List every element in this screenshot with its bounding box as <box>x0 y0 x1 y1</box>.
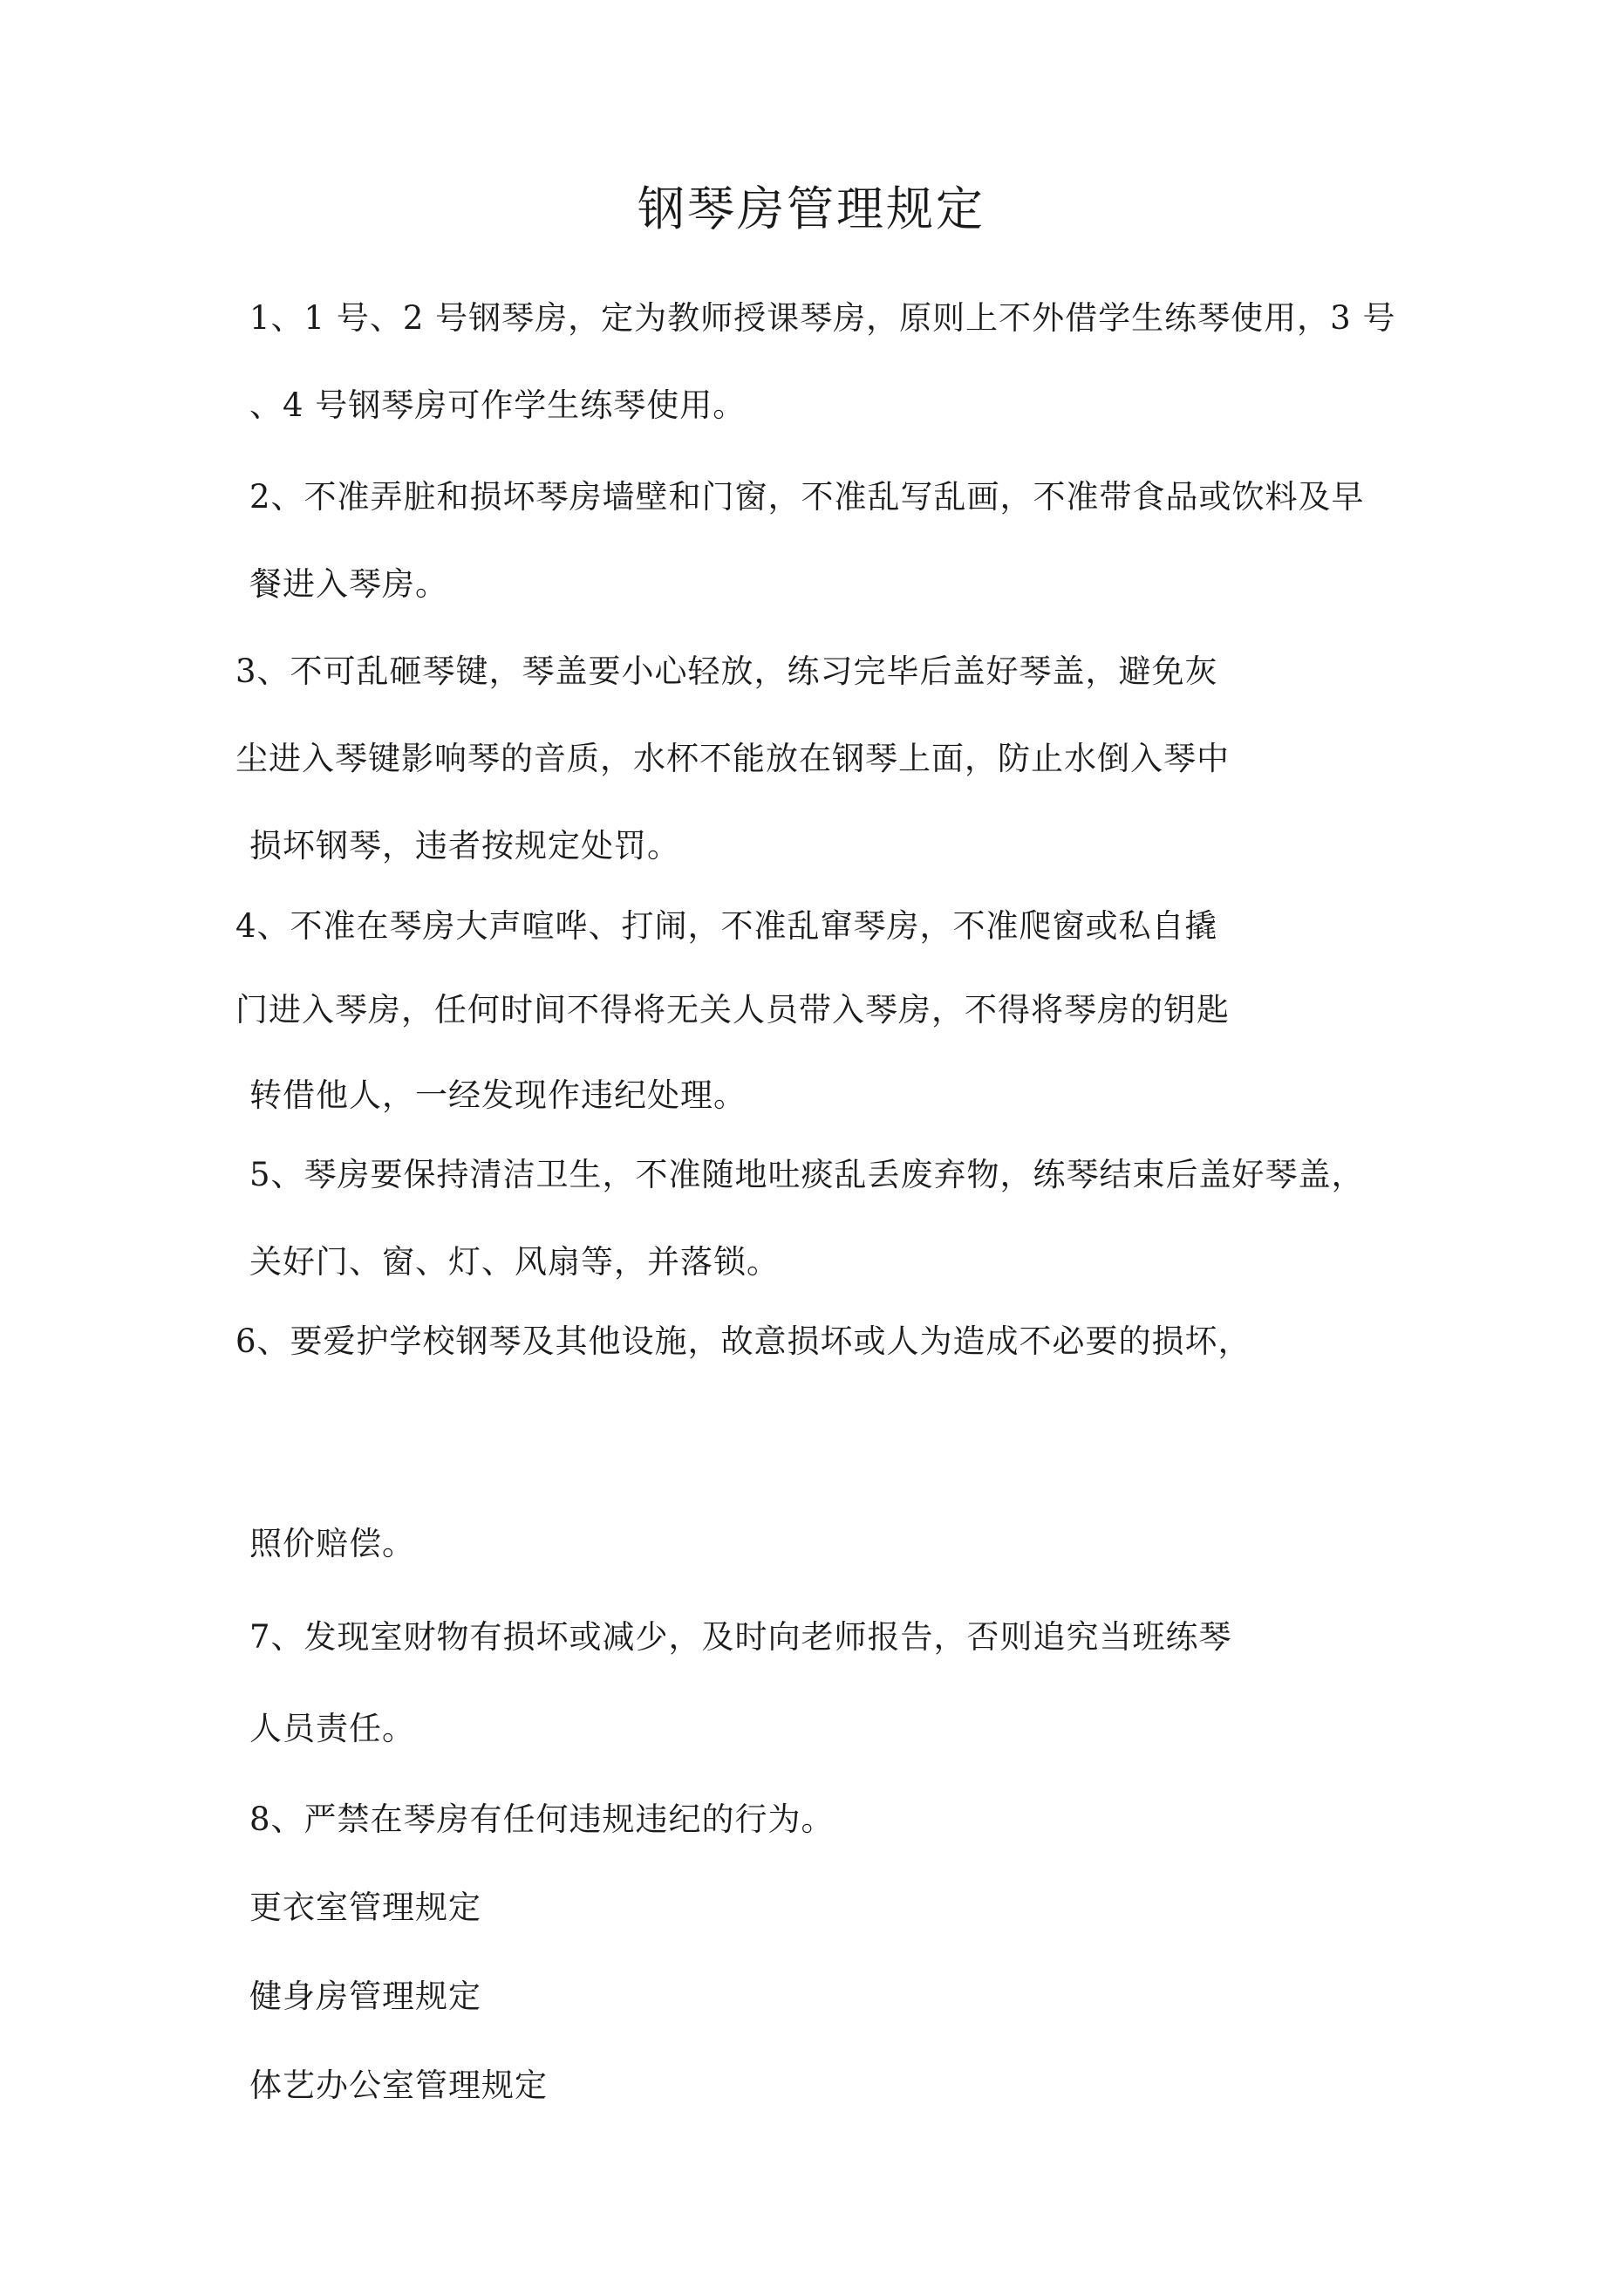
section-heading-changing-room: 更衣室管理规定 <box>249 1889 481 1926</box>
rule-8-line-1: 8、严禁在琴房有任何违规违纪的行为。 <box>249 1801 835 1838</box>
rule-3-line-2: 尘进入琴键影响琴的音质，水杯不能放在钢琴上面，防止水倒入琴中 <box>235 740 1230 777</box>
rule-2-line-1: 2、不准弄脏和损坏琴房墙壁和门窗，不准乱写乱画，不准带食品或饮料及早 <box>249 478 1365 516</box>
rule-3-line-1: 3、不可乱砸琴键，琴盖要小心轻放，练习完毕后盖好琴盖，避免灰 <box>235 653 1218 690</box>
rule-1-line-1: 1、1 号、2 号钢琴房，定为教师授课琴房，原则上不外借学生练琴使用，3 号 <box>249 299 1396 337</box>
rule-6-line-1: 6、要爱护学校钢琴及其他设施，故意损坏或人为造成不必要的损坏， <box>235 1322 1251 1360</box>
document-title: 钢琴房管理规定 <box>638 181 985 236</box>
rule-4-line-2: 门进入琴房，任何时间不得将无关人员带入琴房，不得将琴房的钥匙 <box>235 991 1230 1028</box>
rule-1-line-2: 、4 号钢琴房可作学生练琴使用。 <box>249 386 747 424</box>
rule-5-line-1: 5、琴房要保持清洁卫生，不准随地吐痰乱丢废弃物，练琴结束后盖好琴盖， <box>249 1156 1365 1193</box>
section-heading-arts-office: 体艺办公室管理规定 <box>249 2067 548 2104</box>
rule-4-line-1: 4、不准在琴房大声喧哗、打闹，不准乱窜琴房，不准爬窗或私自撬 <box>235 907 1218 945</box>
rule-5-line-2: 关好门、窗、灯、风扇等，并落锁。 <box>249 1243 780 1281</box>
rule-6-line-2: 照价赔偿。 <box>249 1525 415 1562</box>
rule-7-line-1: 7、发现室财物有损坏或减少，及时向老师报告，否则追究当班练琴 <box>249 1618 1232 1656</box>
rule-7-line-2: 人员责任。 <box>249 1710 415 1747</box>
section-heading-gym: 健身房管理规定 <box>249 1978 481 2015</box>
rule-4-line-3: 转借他人，一经发现作违纪处理。 <box>249 1076 747 1114</box>
rule-2-line-2: 餐进入琴房。 <box>249 565 448 603</box>
rule-3-line-3: 损坏钢琴，违者按规定处罚。 <box>249 827 680 864</box>
